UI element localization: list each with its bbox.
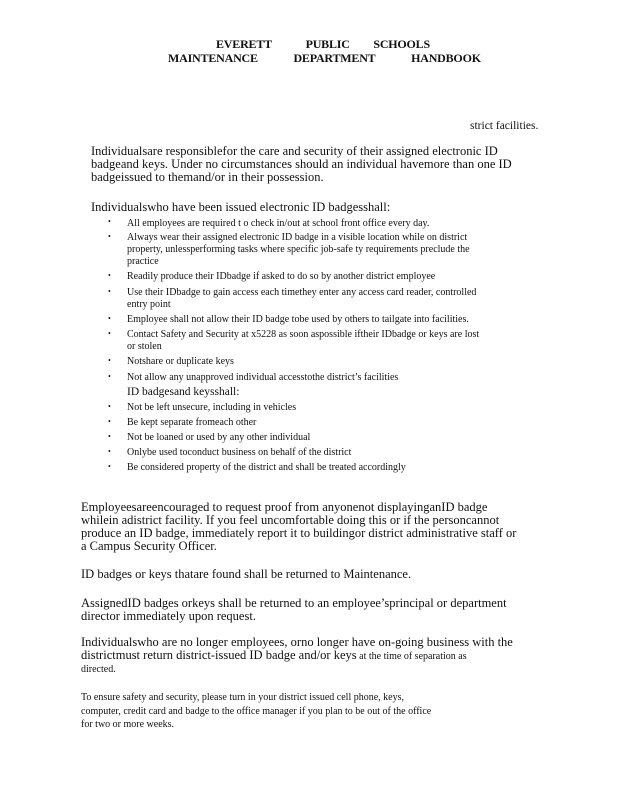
text-line: badgeand keys. Under no circumstances should an individual havemore than one ID [91, 157, 512, 171]
text-fragment: at the time of separation as [356, 651, 467, 662]
text-line: Use their IDbadge to gain access each timethey enter any access card reader, controlled [127, 287, 477, 298]
list-item: Employee shall not allow their ID badge tobe used by others to tailgate into facilities. [127, 314, 469, 325]
text-fragment: districtmust return district-issued ID badge and/or keys [81, 648, 357, 662]
text-line: or stolen [127, 341, 162, 352]
bullet-icon: • [108, 462, 111, 471]
text-line: To ensure safety and security, please turn in your district issued cell phone, keys, [81, 692, 405, 703]
header-line-2 [168, 51, 481, 66]
list-item: Readily produce their IDbadge if asked to do so by another district employee [127, 271, 436, 282]
bullet-icon: • [108, 329, 111, 338]
text-line: directed. [81, 664, 116, 675]
bullet-icon: • [108, 232, 111, 241]
bullet-icon: • [108, 402, 111, 411]
text-line: produce an ID badge, immediately report it to buildingor district administrative staff or [81, 526, 517, 540]
list-item [127, 232, 470, 268]
header-word: HANDBOOK [411, 51, 481, 65]
text-line: Individualsare responsiblefor the care and security of their assigned electronic ID [91, 144, 498, 158]
continued-fragment: strict facilities. [470, 120, 539, 132]
bullet-icon: • [108, 356, 111, 365]
text-line: Individualswho are no longer employees, orno longer have on-going business with the [81, 635, 513, 649]
list-item: All employees are required t o check in/out at school front office every day. [127, 218, 430, 229]
return-request-paragraph [81, 597, 507, 623]
phone-keys-paragraph [81, 691, 431, 732]
text-line: director immediately upon request. [81, 609, 256, 623]
text-line: entry point [127, 299, 171, 310]
text-line: computer, credit card and badge to the office manager if you plan to be out of the office [81, 705, 432, 717]
list-item: Onlybe used toconduct business on behalf of the district [127, 447, 352, 458]
separation-paragraph [81, 636, 513, 676]
responsibility-paragraph [91, 145, 512, 184]
list-item: Be considered property of the district and shall be treated accordingly [127, 462, 406, 473]
proof-paragraph [81, 501, 516, 553]
header-word: DEPARTMENT [293, 51, 376, 65]
bullet-icon: • [108, 447, 111, 456]
header-word: PUBLIC [305, 37, 350, 51]
header-word: MAINTENANCE [168, 51, 258, 65]
text-line: whilein adistrict facility. If you feel uncomfortable doing this or if the personcannot [81, 513, 500, 527]
bullet-icon: • [108, 372, 111, 381]
bullet-icon: • [108, 217, 111, 226]
text-line: badgeissued to themand/or in their possession. [91, 170, 324, 184]
text-line: a Campus Security Officer. [81, 539, 217, 553]
header-line-1 [216, 37, 430, 52]
found-badges-paragraph: ID badges or keys thatare found shall be returned to Maintenance. [81, 567, 412, 581]
text-line: practice [127, 256, 159, 267]
bullet-icon: • [108, 314, 111, 323]
list-intro: Individualswho have been issued electronic ID badgesshall: [91, 200, 391, 214]
bullet-icon: • [108, 287, 111, 296]
header-word: SCHOOLS [373, 37, 430, 51]
list-item: Not be left unsecure, including in vehicles [127, 402, 297, 413]
list-item: Be kept separate fromeach other [127, 417, 257, 428]
list-item: Notshare or duplicate keys [127, 356, 234, 367]
bullet-icon: • [108, 432, 111, 441]
bullet-icon: • [108, 417, 111, 426]
list-item [127, 287, 476, 311]
text-line: Employeesareencouraged to request proof from anyonenot displayinganID badge [81, 500, 488, 514]
text-line: property, unlessperforming tasks where specific job-safe ty requirements preclude the [127, 244, 470, 255]
text-line: AssignedID badges orkeys shall be returned to an employee’sprincipal or department [81, 596, 507, 610]
text-line [81, 649, 513, 663]
header-word: EVERETT [216, 37, 272, 51]
list-item: Not be loaned or used by any other individual [127, 432, 311, 443]
list-item [127, 329, 479, 353]
text-line: Always wear their assigned electronic ID badge in a visible location while on district [127, 232, 468, 243]
keys-intro: ID badgesand keysshall: [127, 386, 240, 398]
list-item: Not allow any unapproved individual accesstothe district’s facilities [127, 372, 399, 383]
bullet-icon: • [108, 271, 111, 280]
text-line: for two or more weeks. [81, 719, 175, 730]
text-line: Contact Safety and Security at x5228 as soon aspossible iftheir IDbadge or keys are lost [127, 329, 480, 340]
